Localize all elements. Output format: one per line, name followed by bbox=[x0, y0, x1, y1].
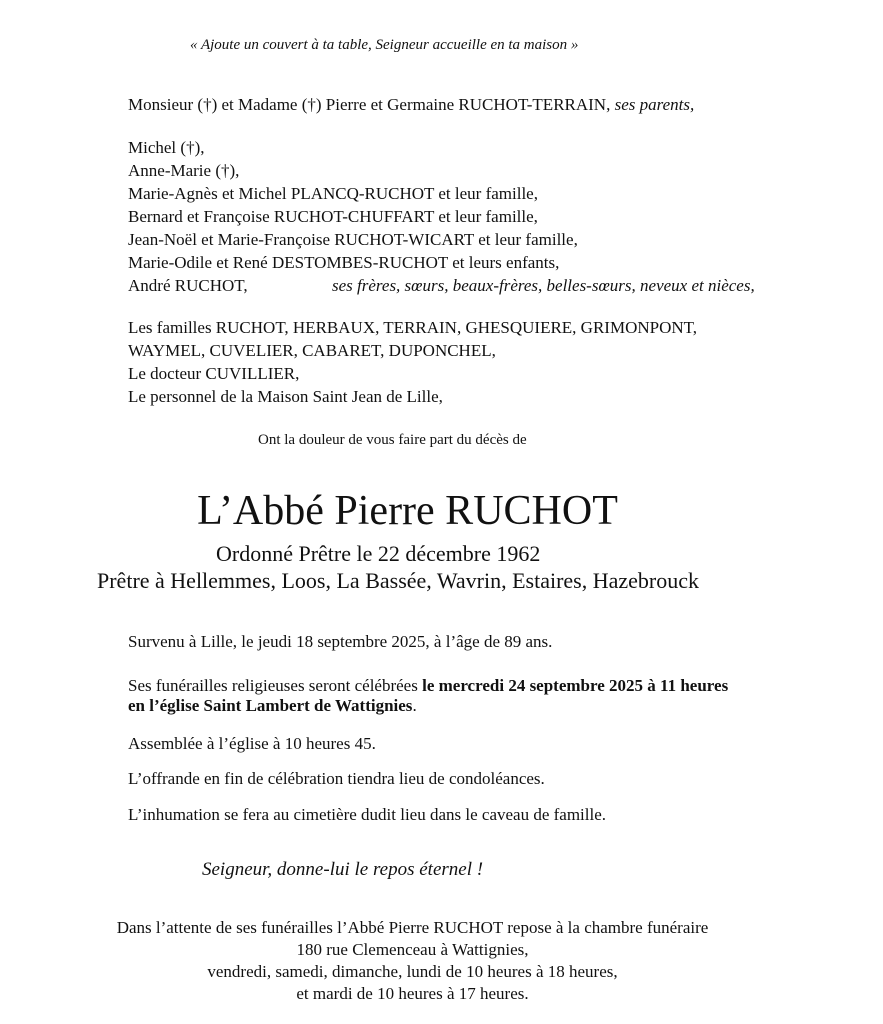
viewing-line bbox=[0, 962, 883, 982]
family-line: Le personnel de la Maison Saint Jean de Lille, bbox=[128, 387, 443, 406]
burial-notice: L’inhumation se fera au cimetière dudit lieu dans le caveau de famille. bbox=[128, 805, 607, 824]
sibling-line: Marie-Agnès et Michel PLANCQ-RUCHOT et leur famille, bbox=[128, 184, 538, 203]
sibling-line: Bernard et Françoise RUCHOT-CHUFFART et leur famille, bbox=[128, 207, 538, 226]
parents-line bbox=[128, 95, 694, 115]
sibling-line: Anne-Marie (†), bbox=[128, 161, 240, 180]
parishes: Prêtre à Hellemmes, Loos, La Bassée, Wavrin, Estaires, Hazebrouck bbox=[97, 568, 700, 593]
sibling-line: Michel (†), bbox=[128, 138, 205, 157]
funeral-end: . bbox=[412, 696, 417, 715]
prayer: Seigneur, donne-lui le repos éternel ! bbox=[202, 859, 484, 880]
parents-names: Monsieur (†) et Madame (†) Pierre et Germaine RUCHOT-TERRAIN, bbox=[128, 95, 615, 114]
ordination: Ordonné Prêtre le 22 décembre 1962 bbox=[216, 541, 541, 566]
parents-relation: ses parents, bbox=[614, 95, 695, 114]
assembly-notice: Assemblée à l’église à 10 heures 45. bbox=[128, 734, 376, 753]
family-line: Le docteur CUVILLIER, bbox=[128, 364, 300, 383]
viewing-text: et mardi de 10 heures à 17 heures. bbox=[296, 984, 529, 1003]
funeral-line-2 bbox=[128, 696, 417, 716]
funeral-intro: Ses funérailles religieuses seront célébrées bbox=[128, 676, 423, 695]
sibling-line: Jean-Noël et Marie-Françoise RUCHOT-WICART et leur famille, bbox=[128, 230, 578, 249]
death-notice: Survenu à Lille, le jeudi 18 septembre 2025, à l’âge de 89 ans. bbox=[128, 632, 553, 651]
viewing-text: Dans l’attente de ses funérailles l’Abbé Pierre RUCHOT repose à la chambre funéraire bbox=[116, 918, 709, 937]
funeral-place: en l’église Saint Lambert de Wattignies bbox=[128, 696, 413, 715]
sibling-line: Marie-Odile et René DESTOMBES-RUCHOT et leurs enfants, bbox=[128, 253, 560, 272]
funeral-date: le mercredi 24 septembre 2025 à 11 heures bbox=[422, 676, 729, 695]
viewing-text: 180 rue Clemenceau à Wattignies, bbox=[296, 940, 529, 959]
family-line: Les familles RUCHOT, HERBAUX, TERRAIN, GHESQUIERE, GRIMONPONT, bbox=[128, 318, 698, 337]
last-sibling-name: André RUCHOT, bbox=[128, 276, 248, 295]
viewing-line bbox=[0, 984, 883, 1004]
siblings-relation: ses frères, sœurs, beaux-frères, belles-sœurs, neveux et nièces, bbox=[332, 276, 755, 295]
announcement: Ont la douleur de vous faire part du décès de bbox=[258, 432, 527, 448]
offering-notice: L’offrande en fin de célébration tiendra lieu de condoléances. bbox=[128, 769, 545, 788]
family-line: WAYMEL, CUVELIER, CABARET, DUPONCHEL, bbox=[128, 341, 496, 360]
epigraph: « Ajoute un couvert à ta table, Seigneur accueille en ta maison » bbox=[190, 37, 579, 53]
funeral-line-1 bbox=[128, 676, 728, 696]
viewing-text: vendredi, samedi, dimanche, lundi de 10 heures à 18 heures, bbox=[207, 962, 618, 981]
deceased-name: L’Abbé Pierre RUCHOT bbox=[197, 488, 618, 534]
viewing-line bbox=[0, 918, 883, 938]
viewing-line bbox=[0, 940, 883, 960]
